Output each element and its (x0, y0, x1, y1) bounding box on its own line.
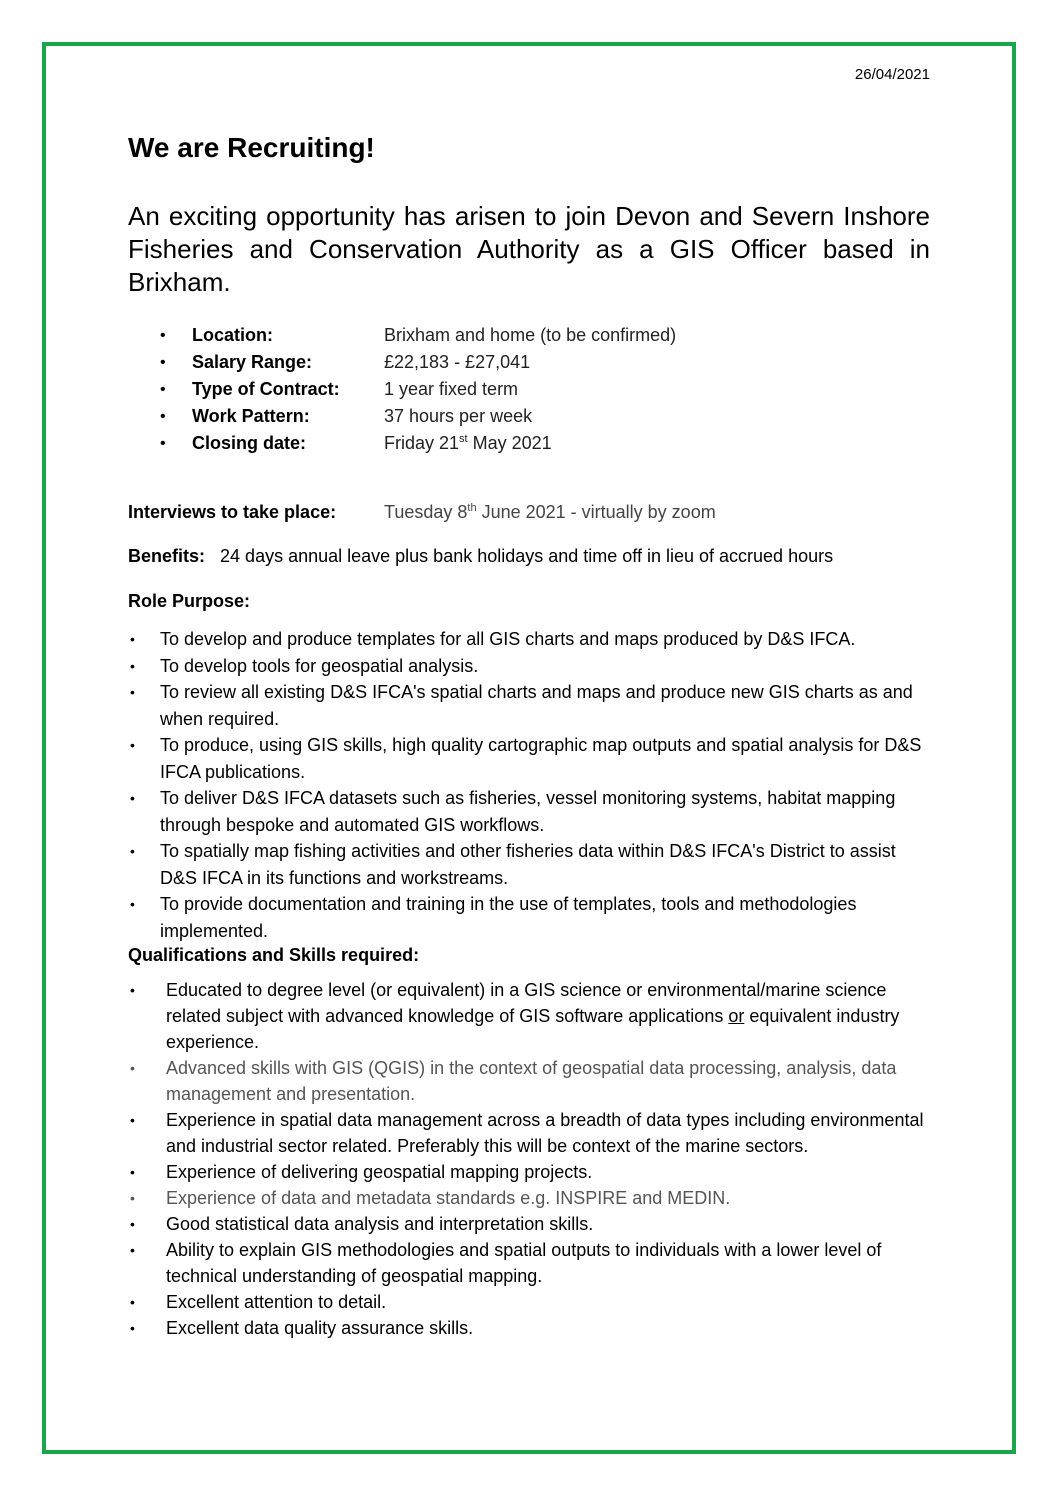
list-item (128, 1159, 930, 1185)
fact-value: Brixham and home (to be confirmed) (384, 325, 677, 345)
benefits-value: 24 days annual leave plus bank holidays and time off in lieu of accrued hours (220, 546, 834, 566)
list-item (128, 732, 928, 785)
list-item-text: To produce, using GIS skills, high quality cartographic map outputs and spatial analysis for D&S IFCA publications. (160, 735, 922, 782)
list-item-text: Experience in spatial data management across a breadth of data types including environmental and industrial sector related. Preferably this will be context of the marine sectors. (166, 1110, 924, 1156)
interviews-line (128, 502, 716, 523)
list-item-text: Experience of data and metadata standards e.g. INSPIRE and MEDIN. (166, 1188, 731, 1208)
list-item (128, 653, 928, 680)
bullet-icon: • (130, 1060, 135, 1076)
fact-label: Work Pattern: (192, 406, 310, 426)
bullet-icon: • (130, 1112, 135, 1128)
closing-date-post: May 2021 (467, 433, 552, 453)
bullet-icon: • (130, 843, 135, 859)
bullet-icon: • (130, 1242, 135, 1258)
page-title: We are Recruiting! (128, 132, 375, 163)
bullet-icon: • (130, 1164, 135, 1180)
list-item-text: equivalent industry experience. (166, 1006, 900, 1052)
list-item-text: Good statistical data analysis and interpretation skills. (166, 1214, 594, 1234)
bullet-icon: • (130, 657, 135, 674)
fact-location (160, 322, 676, 349)
benefits-line (128, 546, 833, 567)
fact-value: £22,183 - £27,041 (384, 352, 531, 372)
list-item-text: Educated to degree level (or equivalent) in a GIS science or environmental/marine science related subject with advanced knowledge of GIS software applications (166, 980, 887, 1026)
interviews-label: Interviews to take place: (128, 502, 337, 522)
list-item-text: Ability to explain GIS methodologies and spatial outputs to individuals with a lower level of technical understanding of geospatial mapping. (166, 1240, 882, 1286)
list-item-text: To review all existing D&S IFCA's spatial charts and maps and produce new GIS charts as and when required. (160, 682, 913, 729)
bullet-icon: • (160, 408, 166, 425)
fact-label: Salary Range: (192, 352, 313, 372)
list-item (128, 1211, 930, 1237)
bullet-icon: • (130, 790, 135, 806)
interviews-date-post: June 2021 - virtually by zoom (476, 502, 716, 522)
list-item (128, 977, 930, 1055)
list-item-text: Excellent attention to detail. (166, 1292, 387, 1312)
interviews-value (384, 502, 716, 522)
interviews-date-pre: Tuesday 8 (384, 502, 468, 522)
bullet-icon: • (130, 1190, 135, 1206)
list-item (128, 891, 928, 944)
list-item (128, 1185, 930, 1211)
document-date: 26/04/2021 (854, 66, 930, 83)
fact-label: Closing date: (192, 433, 307, 453)
bullet-icon: • (130, 684, 135, 700)
role-purpose-list (128, 626, 928, 944)
bullet-icon: • (130, 1294, 135, 1310)
bullet-icon: • (160, 381, 166, 398)
job-facts-list (160, 322, 676, 457)
benefits-label: Benefits: (128, 546, 206, 566)
intro-paragraph: An exciting opportunity has arisen to join Devon and Severn Inshore Fisheries and Conservation Authority as a GIS Officer based in Brixham. (128, 201, 930, 297)
fact-work-pattern (160, 403, 676, 430)
fact-value (384, 433, 552, 453)
bullet-icon: • (130, 896, 135, 912)
bullet-icon: • (160, 327, 166, 344)
closing-date-pre: Friday 21 (384, 433, 460, 453)
bullet-icon: • (130, 1320, 135, 1336)
list-item-text: To deliver D&S IFCA datasets such as fisheries, vessel monitoring systems, habitat mapping through bespoke and automated GIS workflows. (160, 788, 896, 835)
list-item (128, 785, 928, 838)
list-item (128, 626, 928, 653)
fact-value: 37 hours per week (384, 406, 533, 426)
underlined-or: or (728, 1006, 745, 1026)
qualifications-heading: Qualifications and Skills required: (128, 945, 420, 965)
fact-contract (160, 376, 676, 403)
list-item-text: Experience of delivering geospatial mapping projects. (166, 1162, 593, 1182)
list-item (128, 1237, 930, 1289)
bullet-icon: • (130, 1216, 135, 1232)
list-item (128, 1055, 930, 1107)
list-item-text: To develop tools for geospatial analysis. (160, 655, 479, 676)
list-item-text: To develop and produce templates for all GIS charts and maps produced by D&S IFCA. (160, 629, 856, 649)
fact-value: 1 year fixed term (384, 379, 519, 399)
bullet-icon: • (130, 982, 135, 998)
fact-label: Location: (192, 325, 273, 345)
bullet-icon: • (160, 435, 166, 452)
list-item-text: Advanced skills with GIS (QGIS) in the context of geospatial data processing, analysis, data management and presentation. (166, 1058, 897, 1104)
list-item (128, 679, 928, 732)
list-item-text: Excellent data quality assurance skills. (166, 1318, 474, 1338)
list-item (128, 1289, 930, 1315)
list-item-text: To provide documentation and training in the use of templates, tools and methodologies implemented. (160, 894, 857, 941)
fact-salary (160, 349, 676, 376)
list-item (128, 838, 928, 891)
fact-label: Type of Contract: (192, 379, 340, 399)
qualifications-list (128, 977, 930, 1341)
list-item (128, 1107, 930, 1159)
bullet-icon: • (130, 737, 135, 753)
interviews-date-suffix: th (467, 502, 477, 514)
closing-date-suffix: st (459, 433, 468, 445)
list-item-text: To spatially map fishing activities and other fisheries data within D&S IFCA's District to assist D&S IFCA in its functions and workstreams. (160, 841, 896, 888)
bullet-icon: • (160, 354, 166, 371)
role-purpose-heading: Role Purpose: (128, 591, 251, 611)
list-item (128, 1315, 930, 1341)
fact-closing-date (160, 430, 676, 457)
bullet-icon: • (130, 631, 135, 647)
